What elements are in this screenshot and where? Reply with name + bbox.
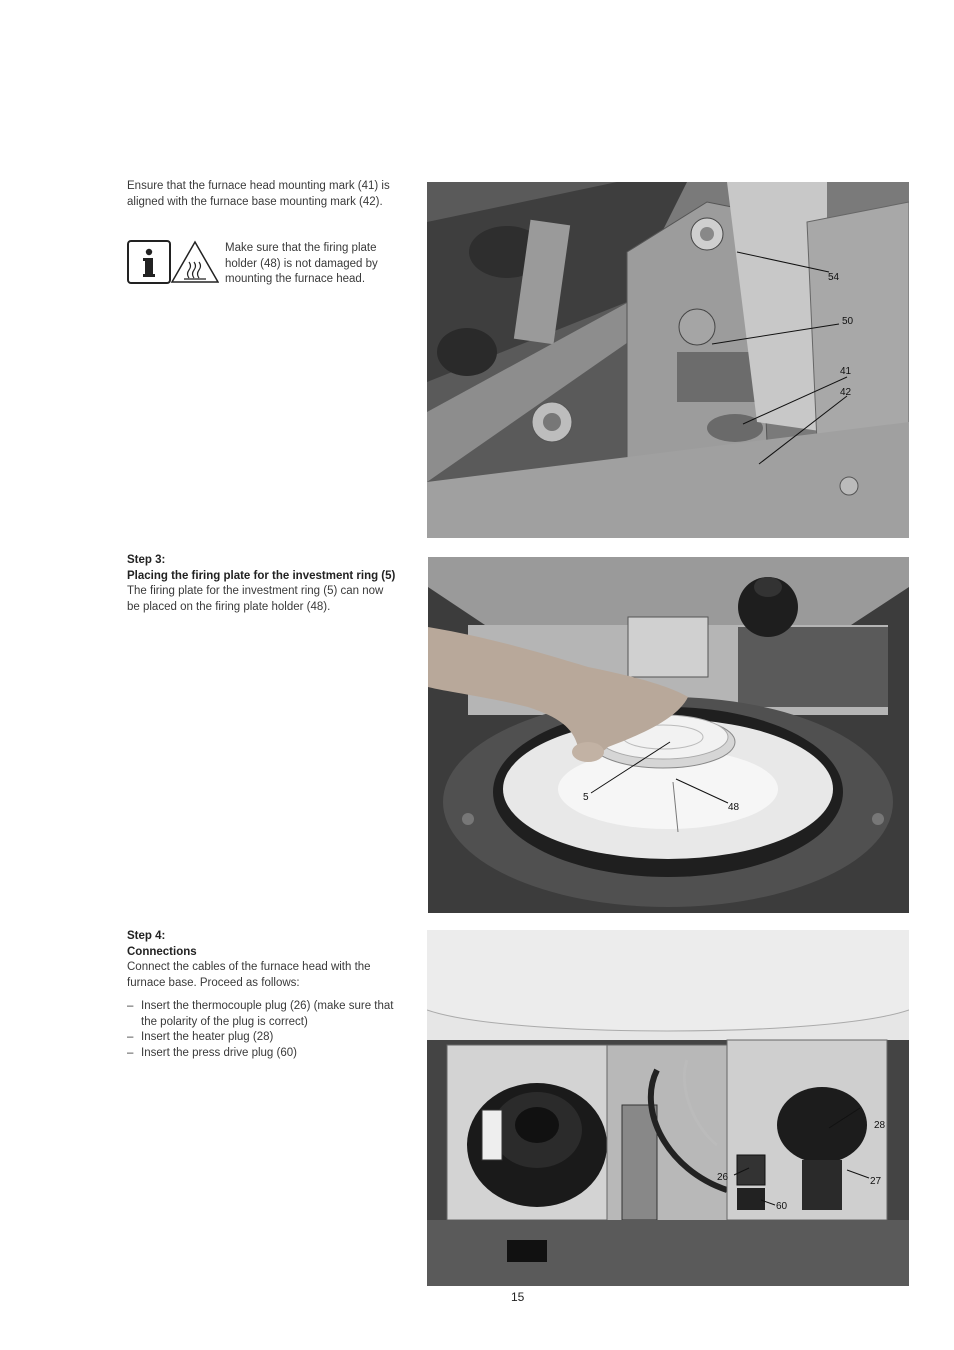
- page-number: 15: [511, 1290, 525, 1304]
- callout-27: 27: [870, 1176, 882, 1187]
- warning-icons: [127, 240, 219, 284]
- step4-text: [127, 929, 399, 1061]
- callout-60: 60: [776, 1201, 788, 1212]
- callout-50: 50: [842, 316, 854, 327]
- mounting-mark-paragraph: Ensure that the furnace head mounting mark (41) is aligned with the furnace base mounting mark (42).: [127, 180, 390, 208]
- callout-28: 28: [874, 1120, 886, 1131]
- step3-paragraph: The firing plate for the investment ring (5) can now be placed on the firing plate holder (48).: [127, 585, 384, 613]
- mounting-marks-photo: [427, 182, 909, 538]
- list-item: – Insert the thermocouple plug (26) (make sure that the polarity of the plug is correct): [127, 999, 399, 1030]
- step3-heading: Step 3:: [127, 554, 166, 566]
- info-icon: [128, 241, 170, 283]
- connection-steps-list: [127, 999, 399, 1061]
- step4-heading: Step 4:: [127, 930, 166, 942]
- callout-26: 26: [717, 1172, 729, 1183]
- step3-title: Placing the firing plate for the investment ring (5): [127, 569, 396, 582]
- callout-48: 48: [728, 802, 740, 813]
- mounting-mark-text: [127, 179, 399, 210]
- warning-text: [225, 241, 403, 288]
- callout-5: 5: [583, 792, 589, 803]
- step3-text: [127, 553, 399, 615]
- callout-41: 41: [840, 366, 852, 377]
- list-item: – Insert the heater plug (28): [127, 1030, 399, 1046]
- step4-paragraph: Connect the cables of the furnace head with the furnace base. Proceed as follows:: [127, 961, 371, 989]
- hot-surface-warning-icon: [172, 242, 218, 282]
- warning-paragraph: Make sure that the firing plate holder (48) is not damaged by mounting the furnace head.: [225, 242, 378, 285]
- firing-plate-photo: [428, 557, 909, 913]
- callout-42: 42: [840, 387, 852, 398]
- callout-54: 54: [828, 272, 840, 283]
- step4-title: Connections: [127, 945, 197, 958]
- list-item: – Insert the press drive plug (60): [127, 1046, 399, 1062]
- connections-photo: [427, 930, 909, 1286]
